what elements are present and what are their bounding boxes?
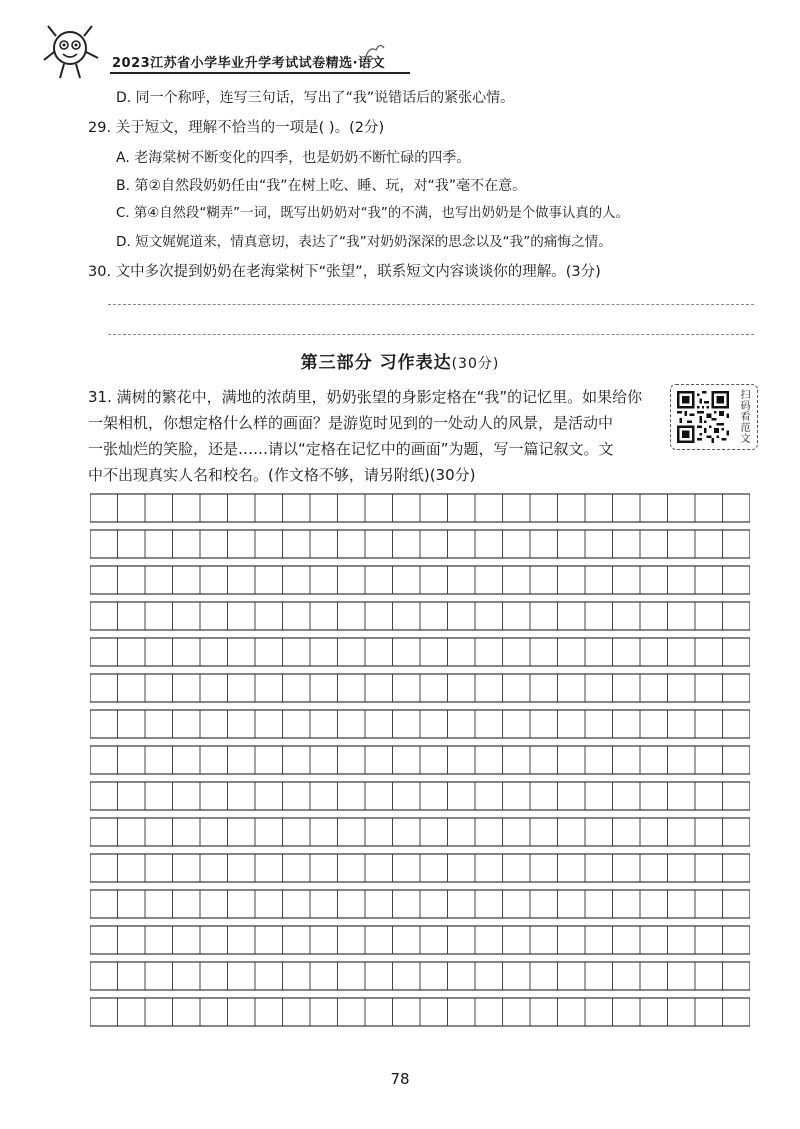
q29-stem: 29. 关于短文，理解不恰当的一项是( )。(2分) [88, 120, 385, 136]
qr-label: 扫码看范文 [738, 389, 749, 444]
q31-line-1: 31. 满树的繁花中，满地的浓荫里，奶奶张望的身影定格在“我”的记忆里。如果给你 [88, 388, 643, 406]
grid-row[interactable] [90, 890, 750, 918]
grid-row[interactable] [90, 818, 750, 846]
header-title: 2023江苏省小学毕业升学考试试卷精选·语文 [112, 56, 386, 71]
mascot-icon [40, 22, 104, 82]
grid-row[interactable] [90, 494, 750, 522]
q31-line-4: 中不出现真实人名和校名。(作文格不够，请另附纸)(30分) [88, 466, 476, 484]
q29-option-a: A. 老海棠树不断变化的四季，也是奶奶不断忙碌的四季。 [116, 150, 471, 166]
q30-stem: 30. 文中多次提到奶奶在老海棠树下“张望”，联系短文内容谈谈你的理解。(3分) [88, 264, 601, 280]
grid-row[interactable] [90, 566, 750, 594]
grid-row[interactable] [90, 530, 750, 558]
q31-line-3: 一张灿烂的笑脸，还是……请以“定格在记忆中的画面”为题，写一篇记叙文。文 [88, 440, 614, 458]
qr-code-icon[interactable] [677, 391, 729, 443]
grid-row[interactable] [90, 674, 750, 702]
answer-line[interactable] [108, 334, 754, 335]
q29-option-c: C. 第④自然段“糊弄”一词，既写出奶奶对“我”的不满，也写出奶奶是个做事认真的人。 [116, 206, 629, 221]
q31-line-2: 一架相机，你想定格什么样的画面？是游览时见到的一处动人的风景，是活动中 [88, 414, 614, 432]
grid-row[interactable] [90, 602, 750, 630]
grid-row[interactable] [90, 710, 750, 738]
page-header [40, 22, 386, 82]
section-title [0, 348, 800, 373]
grid-row[interactable] [90, 782, 750, 810]
section-title-text: 第三部分 习作表达 [300, 353, 452, 373]
answer-line[interactable] [108, 304, 754, 305]
q29-option-d: D. 短文娓娓道来，情真意切，表达了“我”对奶奶深深的思念以及“我”的痛悔之情。 [116, 234, 612, 250]
q28-option-d: D. 同一个称呼，连写三句话，写出了“我”说错话后的紧张心情。 [116, 90, 515, 106]
grid-row[interactable] [90, 998, 750, 1026]
section-points: (30分) [451, 356, 500, 372]
composition-grid[interactable] [90, 490, 750, 1030]
doodle-icon [362, 38, 388, 64]
page-number: 78 [390, 1070, 410, 1088]
qr-code-box[interactable] [670, 384, 758, 450]
grid-row[interactable] [90, 746, 750, 774]
header-rule [110, 72, 410, 74]
writing-grid[interactable] [90, 490, 750, 1030]
grid-row[interactable] [90, 854, 750, 882]
grid-row[interactable] [90, 638, 750, 666]
grid-row[interactable] [90, 926, 750, 954]
q29-option-b: B. 第②自然段奶奶任由“我”在树上吃、睡、玩，对“我”毫不在意。 [116, 178, 527, 194]
grid-row[interactable] [90, 962, 750, 990]
